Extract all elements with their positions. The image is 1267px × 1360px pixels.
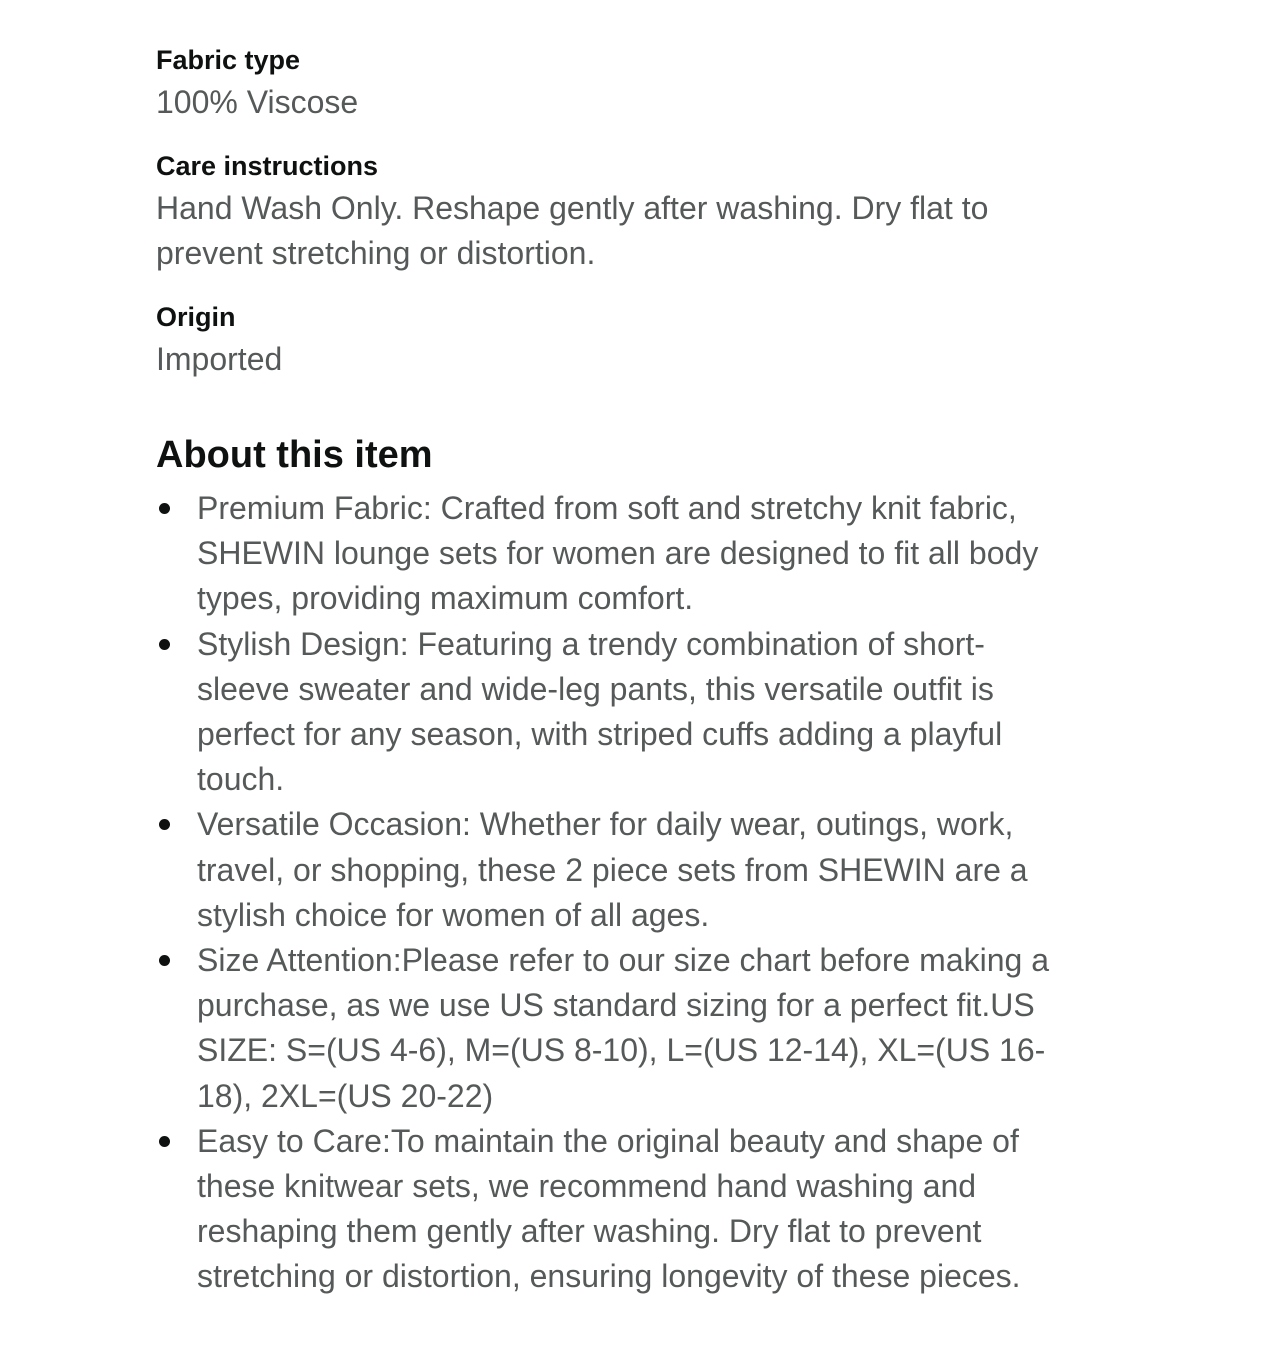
bullet-dot-icon [159, 819, 170, 830]
bullet-dot-icon [159, 1136, 170, 1147]
about-bullet-item [156, 1119, 1052, 1300]
detail-value: 100% Viscose [156, 84, 359, 120]
bullet-dot-icon [159, 955, 170, 966]
detail-value: Hand Wash Only. Reshape gently after washing. Dry flat to prevent stretching or distortion. [156, 190, 989, 271]
detail-label: Fabric type [156, 45, 301, 75]
bullet-dot-icon [159, 503, 170, 514]
about-bullet-item [156, 938, 1052, 1119]
about-bullet-item [156, 802, 1052, 938]
about-bullet-text: Premium Fabric: Crafted from soft and stretchy knit fabric, SHEWIN lounge sets for women are designed to fit all body types, providing maximum comfort. [197, 490, 1039, 617]
bullet-dot-icon [159, 639, 170, 650]
detail-fabric-type [156, 40, 1056, 125]
product-details-section [156, 40, 1056, 1300]
about-bullet-text: Stylish Design: Featuring a trendy combination of short-sleeve sweater and wide-leg pants, this versatile outfit is perfect for any season, with striped cuffs adding a playful touch. [197, 625, 1003, 798]
detail-origin [156, 297, 1056, 382]
detail-value: Imported [156, 341, 283, 377]
about-bullet-item [156, 486, 1052, 622]
about-this-item-heading: About this item [156, 434, 433, 476]
about-bullet-list [156, 486, 1056, 1300]
detail-label: Care instructions [156, 151, 379, 181]
about-bullet-text: Size Attention:Please refer to our size chart before making a purchase, as we use US standard sizing for a perfect fit.US SIZE: S=(US 4-6), M=(US 8-10), L=(US 12-14), XL=(US 16-18), 2XL=(US 20-22) [197, 942, 1050, 1114]
detail-care-instructions [156, 146, 1056, 276]
about-bullet-text: Easy to Care:To maintain the original beauty and shape of these knitwear sets, we recommend hand washing and reshaping them gently after washing. Dry flat to prevent stretching or distortion, ensuring longevity of these pieces. [197, 1122, 1021, 1295]
about-bullet-text: Versatile Occasion: Whether for daily wear, outings, work, travel, or shopping, these 2 piece sets from SHEWIN are a stylish choice for women of all ages. [197, 806, 1028, 933]
about-bullet-item [156, 622, 1052, 803]
detail-label: Origin [156, 302, 236, 332]
